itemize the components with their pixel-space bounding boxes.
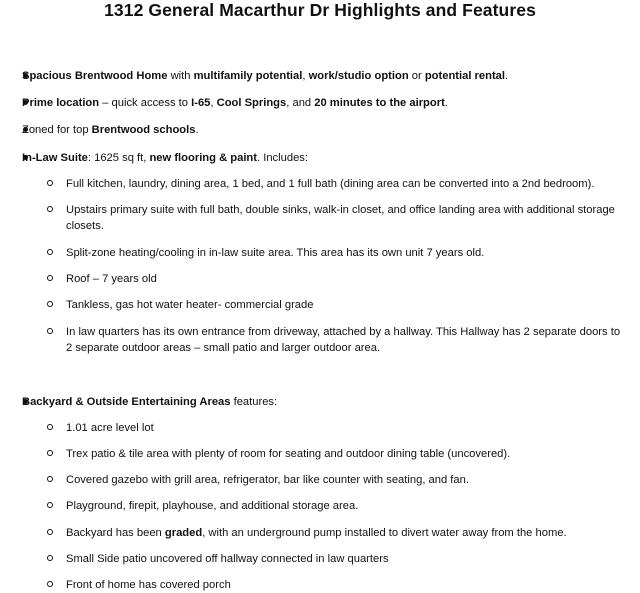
circle-bullet-icon <box>47 206 53 212</box>
bold-text: Cool Springs <box>216 97 287 109</box>
sub-list-item-text <box>66 551 626 567</box>
circle-bullet-icon <box>47 450 53 456</box>
bold-text: Spacious Brentwood Home <box>22 70 168 82</box>
text-segment: with <box>167 70 194 82</box>
circle-bullet-icon <box>47 502 53 508</box>
text-segment: Trex patio & tile area with plenty of room for seating and outdoor dining table (uncovered). <box>66 448 511 460</box>
text-segment: Front of home has covered porch <box>66 579 231 591</box>
circle-bullet-icon <box>47 424 53 430</box>
circle-bullet-icon <box>47 328 53 334</box>
backyard-heading: Backyard & Outside Entertaining Areas features: <box>22 396 278 408</box>
list-item-text <box>22 122 199 138</box>
text-segment: Backyard has been <box>66 527 165 539</box>
bold-text: graded <box>164 527 203 539</box>
sub-list-item-text <box>66 420 626 436</box>
bold-text: multifamily potential <box>193 70 303 82</box>
circle-bullet-icon <box>47 529 53 535</box>
list-item-text <box>22 95 448 111</box>
text-segment: , and <box>286 97 315 109</box>
text-segment: 1.01 acre level lot <box>66 422 154 434</box>
text-segment: , <box>210 97 217 109</box>
bold-text: work/studio option <box>308 70 409 82</box>
sub-list-item-text <box>66 525 626 541</box>
text-segment: – quick access to <box>99 97 192 109</box>
text-segment: , with an underground pump installed to divert water away from the home. <box>202 527 567 539</box>
sub-list-item-text <box>66 472 626 488</box>
text-segment: Playground, firepit, playhouse, and additional storage area. <box>66 500 359 512</box>
sub-list-item-text <box>66 498 626 514</box>
text-segment: . <box>505 70 509 82</box>
sub-list-item-text: Split-zone heating/cooling in in-law suite area. This area has its own unit 7 years old. <box>66 247 485 259</box>
text-segment: or <box>408 70 425 82</box>
circle-bullet-icon <box>47 476 53 482</box>
sub-list-item-text: Roof – 7 years old <box>66 273 157 285</box>
sub-list-item-text <box>66 446 626 462</box>
text-segment: Small Side patio uncovered off hallway connected in law quarters <box>66 553 389 565</box>
circle-bullet-icon <box>47 180 53 186</box>
text-segment: Zoned for top <box>22 124 92 136</box>
bold-text: 20 minutes to the airport <box>314 97 445 109</box>
sub-list-item-text: In law quarters has its own entrance from driveway, attached by a hallway. This Hallway has 2 separate doors to 2 separate outdoor areas – small patio and larger outdoor area. <box>66 326 621 354</box>
sub-list-item-text: Full kitchen, laundry, dining area, 1 bed, and 1 full bath (dining area can be converted into a 2nd bedroom). <box>66 178 595 190</box>
text-segment: . <box>195 124 199 136</box>
circle-bullet-icon <box>47 581 53 587</box>
circle-bullet-icon <box>47 249 53 255</box>
text-segment: Covered gazebo with grill area, refrigerator, bar like counter with seating, and fan. <box>66 474 469 486</box>
list-item-text <box>22 150 308 166</box>
sub-list-item-text: Upstairs primary suite with full bath, double sinks, walk-in closet, and office landing area with additional storage closets. <box>66 204 615 232</box>
text-segment: , <box>302 70 309 82</box>
sub-list-item-text: Tankless, gas hot water heater- commercial grade <box>66 299 314 311</box>
bold-text: potential rental <box>424 70 506 82</box>
list-item-text <box>22 68 508 84</box>
bold-text: Brentwood schools <box>91 124 196 136</box>
sub-list-item-text <box>66 577 626 593</box>
circle-bullet-icon <box>47 301 53 307</box>
bold-text: new flooring & paint <box>149 152 257 164</box>
page-title: 1312 General Macarthur Dr Highlights and Features <box>104 0 536 20</box>
bold-text: In-Law Suite <box>22 152 88 164</box>
bold-text: I-65 <box>191 97 211 109</box>
text-segment: : 1625 sq ft, <box>87 152 150 164</box>
text-segment: . <box>444 97 448 109</box>
text-segment: . Includes: <box>257 152 308 164</box>
circle-bullet-icon <box>47 555 53 561</box>
circle-bullet-icon <box>47 275 53 281</box>
bold-text: Prime location <box>22 97 100 109</box>
